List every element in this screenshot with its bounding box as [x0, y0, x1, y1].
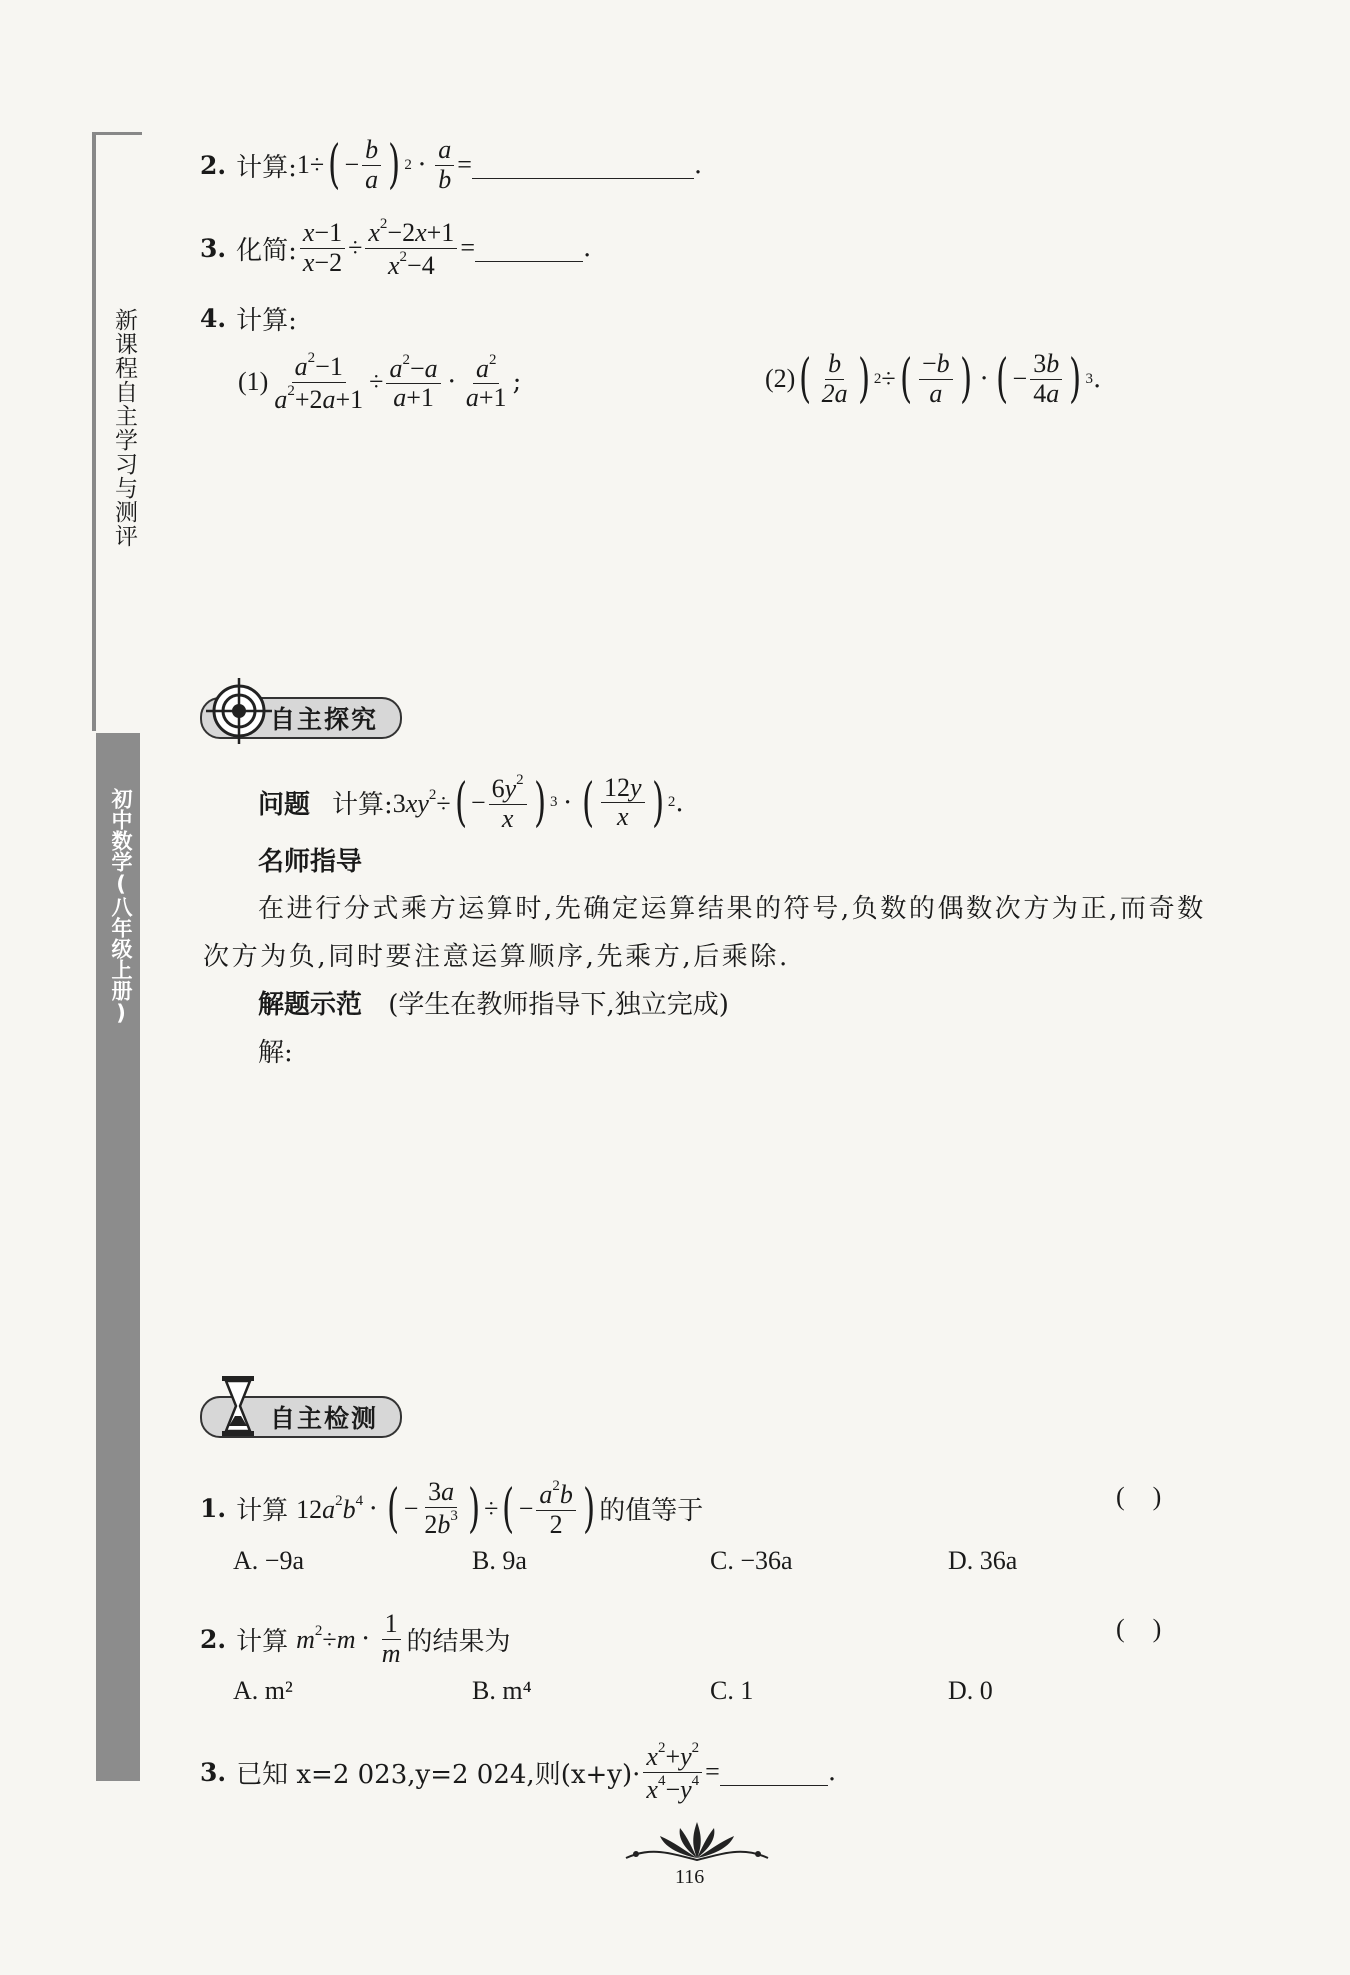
problem-2: 2. 计算: 1÷ ( − $\frac{b}{a}$ ) 2 · $\frac{a}{b}$ = .	[200, 135, 703, 196]
guide-line-2: 次方为负,同时要注意运算顺序,先乘方,后乘除.	[203, 942, 790, 972]
option-d[interactable]: D. 36a	[948, 1546, 1018, 1575]
check-question-1: 1. 计算 $12a^2b^4$ · ( − $\frac{3a}{2b^3}$ ) ÷ ( − $\frac{a^2b}{2}$ ) 的值等于	[200, 1477, 704, 1539]
option-c[interactable]: C. −36a	[710, 1546, 793, 1575]
explore-problem: 问题 计算: $3xy^2\div$ ( − $\frac{6y^2}{x}$ ) 3 · ( $\frac{12y}{x}$ ) 2 .	[258, 772, 684, 833]
answer-paren[interactable]: ()	[1116, 1614, 1190, 1643]
guide-line-1: 在进行分式乘方运算时,先确定运算结果的符号,负数的偶数次方为正,而奇数	[258, 894, 1206, 924]
check-question-3: 3. 已知 x=2 023,y=2 024,则(x+y)· $\frac{x^2+y^2}{x^4-y^4}$ = .	[200, 1740, 837, 1804]
option-b[interactable]: B. m⁴	[472, 1676, 532, 1705]
section-title: 自主检测	[200, 1396, 402, 1438]
problem-4-part-1: (1) $\frac{a^2-1}{a^2+2a+1}$ ÷ $\frac{a^2-a}{a+1}$ · $\frac{a^2}{a+1}$ ;	[238, 350, 522, 414]
solution-area[interactable]	[258, 1080, 1198, 1350]
option-b[interactable]: B. 9a	[472, 1546, 527, 1575]
answer-blank[interactable]	[472, 152, 694, 179]
book-title: 初中数学(八年级上册)	[109, 788, 133, 1025]
guide-title: 名师指导	[258, 847, 363, 877]
problem-4-part-2: (2) ( $\frac{b}{2a}$ ) 2 ÷ ( $\frac{-b}{a}$ ) · ( − $\frac{3b}{4a}$ ) 3 .	[765, 349, 1102, 410]
answer-blank[interactable]	[720, 1759, 828, 1786]
solution-label: 解:	[258, 1038, 293, 1068]
option-d[interactable]: D. 0	[948, 1676, 993, 1705]
section-title: 自主探究	[200, 697, 402, 739]
leaf-ornament-icon	[622, 1818, 772, 1868]
hourglass-icon	[218, 1374, 258, 1438]
option-a[interactable]: A. m²	[233, 1676, 293, 1705]
problem-4: 4. 计算:	[200, 304, 297, 336]
check-question-2: 2. 计算 $m^2\div m$ · $\frac{1}{m}$ 的结果为	[200, 1609, 511, 1668]
option-a[interactable]: A. −9a	[233, 1546, 304, 1575]
answer-paren[interactable]: ()	[1116, 1482, 1190, 1511]
answer-blank[interactable]	[475, 235, 583, 262]
series-title: 新课程自主学习与测评	[111, 308, 137, 548]
target-icon	[204, 676, 274, 746]
problem-3: 3. 化简: $\frac{x-1}{x-2}$ ÷ $\frac{x^2-2x+1}{x^2-4}$ = .	[200, 216, 592, 280]
demo-line: 解题示范 (学生在教师指导下,独立完成)	[258, 990, 729, 1020]
option-c[interactable]: C. 1	[710, 1676, 754, 1705]
page-number: 116	[675, 1866, 705, 1888]
